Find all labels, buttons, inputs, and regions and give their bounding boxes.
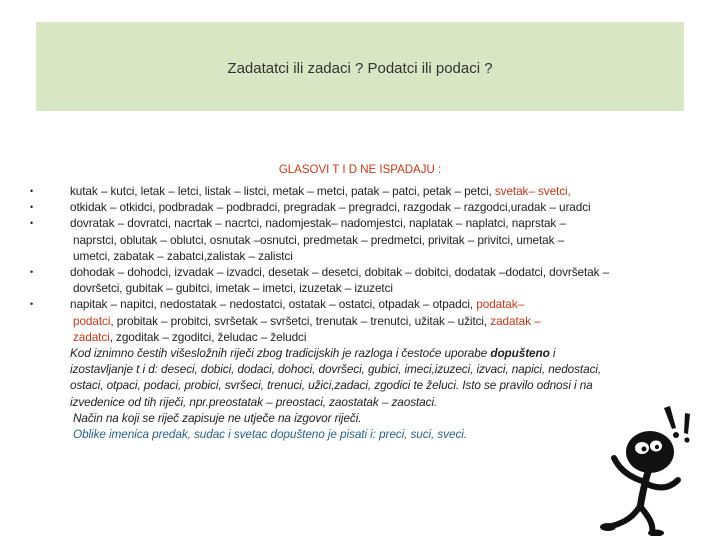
bullet-text: dovršetci, gubitak – gubitci, imetak – imetci, izuzetak – izuzetci <box>73 281 393 296</box>
paragraph-text: Kod iznimno čestih višesložnih riječi zbog tradicijskih je razloga i čestoće uporabe <box>70 346 491 361</box>
emphasis-word: dopušteno <box>490 346 550 361</box>
bullet-item-3 <box>20 215 680 264</box>
bullet-item-1 <box>20 183 680 199</box>
noun-forms-note: Oblike imenica predak, sudac i svetac dopušteno je pisati i: preci, suci, sveci. <box>73 427 467 442</box>
bullet-text: umetci, zabatak – zabatci,zalistak – zalistci <box>73 248 293 263</box>
bullet-line <box>70 313 680 329</box>
bullet-text: , probitak – probitci, svršetak – svršetci, trenutak – trenutci, užitak – užitci, <box>110 313 491 328</box>
bullet-text: dohodak – dohodci, izvadak – izvadci, desetak – desetci, dobitak – dobitci, dodatak –dodatci, dovršetak – <box>70 265 610 280</box>
bullet-text: naprstci, oblutak – oblutci, osnutak –osnutci, predmetak – predmetci, privitak – privitci, umetak – <box>73 232 565 247</box>
bullet-line <box>70 329 680 345</box>
paragraph-line <box>70 345 680 361</box>
pronunciation-note: Način na koji se riječ zapisuje ne utječe na izgovor riječi. <box>73 410 362 425</box>
exception-paragraph <box>20 345 680 442</box>
highlighted-word: zadatci <box>73 329 110 344</box>
bullet-icon: • <box>30 218 34 229</box>
bullet-text: dovratak – dovratci, nacrtak – nacrtci, nadomjestak– nadomjestci, naplatak – naplatci, naprstak – <box>70 216 566 231</box>
thinking-stick-figure-icon <box>590 400 710 536</box>
bullet-item-5 <box>20 296 680 345</box>
highlighted-word: podatci <box>73 313 111 328</box>
bullet-line <box>70 183 680 199</box>
paragraph-line: ostaci, otpaci, podaci, probici, svršeci, trenuci, užici,zadaci, zgodici te želuci. Isto se pravilo odnosi i na <box>70 378 593 393</box>
section-heading: GLASOVI T I D NE ISPADAJU : <box>278 164 442 176</box>
bullet-icon: • <box>30 186 34 196</box>
bullet-text: napitak – napitci, nedostatak – nedostatci, ostatak – ostatci, otpadak – otpadci, <box>70 297 477 312</box>
highlighted-word: svetak– svetci, <box>494 184 571 198</box>
bullet-item-4 <box>20 264 680 296</box>
bullet-line <box>70 296 680 312</box>
bullet-item-2 <box>20 199 680 215</box>
bullet-icon: • <box>30 202 34 213</box>
highlighted-word: podatak– <box>476 297 525 312</box>
bullet-text: , zgoditak – zgoditci, želudac – želudci <box>109 329 307 344</box>
slide-title: Zadatatci ili zadaci ? Podatci ili podaci ? <box>227 60 493 77</box>
paragraph-line: izvedenice od tih riječi, npr.preostatak – preostaci, zaostatak – zaostaci. <box>70 394 438 409</box>
content-body <box>20 183 680 442</box>
bullet-icon: • <box>30 299 34 310</box>
bullet-icon: • <box>30 267 34 278</box>
highlighted-word: zadatak – <box>490 313 541 328</box>
bullet-text: otkidak – otkidci, podbradak – podbradci, pregradak – pregradci, razgodak – razgodci,uradak – uradci <box>70 200 591 215</box>
title-banner <box>36 22 684 111</box>
bullet-text: kutak – kutci, letak – letci, listak – listci, metak – metci, patak – patci, petak – petci, <box>70 184 495 198</box>
paragraph-text: i <box>549 346 556 361</box>
paragraph-line: izostavljanje t i d: deseci, dobici, dodaci, dohoci, dovršeci, gubici, imeci,izuzeci, izvaci, napici, nedostaci, <box>70 362 602 377</box>
